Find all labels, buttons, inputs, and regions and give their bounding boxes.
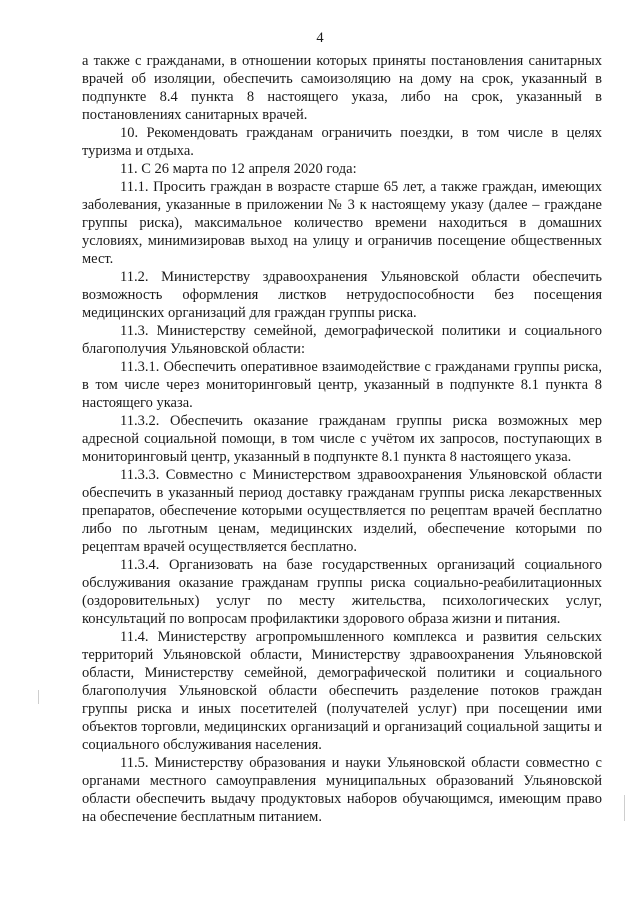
- paragraph-11-3-3: 11.3.3. Совместно с Министерством здравоохранения Ульяновской области обеспечить в указанный период доставку гражданам группы риска лекарственных препаратов, обеспечение которыми осуществляется по рецептам врачей бесплатно либо по льготным ценам, медицинских изделий, обеспечение которыми по рецептам врачей осуществляется бесплатно.: [82, 467, 602, 555]
- paragraph-11-3-4: 11.3.4. Организовать на базе государственных организаций социального обслуживания оказание гражданам группы риска социально-реабилитационных (оздоровительных) услуг по месту жительства, психологических услуг, консультаций по вопросам профилактики здорового образа жизни и питания.: [82, 557, 602, 627]
- paragraph-11-3-1: 11.3.1. Обеспечить оперативное взаимодействие с гражданами группы риска, в том числе через мониторинговый центр, указанный в подпункте 8.1 пункта 8 настоящего указа.: [82, 359, 602, 411]
- paragraph-11-5: 11.5. Министерству образования и науки Ульяновской области совместно с органами местного самоуправления муниципальных образований Ульяновской области обеспечить выдачу продуктовых наборов обучающимся, имеющим право на обеспечение бесплатным питанием.: [82, 755, 602, 825]
- scan-artifact-right: [624, 795, 625, 821]
- paragraph-11-3: 11.3. Министерству семейной, демографической политики и социального благополучия Ульяновской области:: [82, 323, 602, 357]
- page-number: 4: [316, 30, 324, 46]
- paragraph-continuation: а также с гражданами, в отношении которых приняты постановления санитарных врачей об изоляции, обеспечить самоизоляцию на дому на срок, указанный в подпункте 8.4 пункта 8 настоящего указа, либо на срок, указанный в постановлениях санитарных врачей.: [82, 53, 602, 123]
- scan-artifact-left: [38, 690, 39, 704]
- paragraph-11-2: 11.2. Министерству здравоохранения Ульяновской области обеспечить возможность оформления листков нетрудоспособности без посещения медицинских организаций для граждан группы риска.: [82, 269, 602, 321]
- paragraph-11-3-2: 11.3.2. Обеспечить оказание гражданам группы риска возможных мер адресной социальной помощи, в том числе с учётом их запросов, поступающих в мониторинговый центр, указанный в подпункте 8.1 пункта 8 настоящего указа.: [82, 413, 602, 465]
- paragraph-11-1: 11.1. Просить граждан в возрасте старше 65 лет, а также граждан, имеющих заболевания, указанные в приложении № 3 к настоящему указу (далее – граждане группы риска), максимальное количество времени находиться в домашних условиях, минимизировав выход на улицу и ограничив посещение общественных мест.: [82, 179, 602, 267]
- paragraph-10: 10. Рекомендовать гражданам ограничить поездки, в том числе в целях туризма и отдыха.: [82, 125, 602, 159]
- paragraph-11-4: 11.4. Министерству агропромышленного комплекса и развития сельских территорий Ульяновской области, Министерству здравоохранения Ульяновской области, Министерству семейной, демографической политики и социального благополучия Ульяновской области обеспечить разделение потоков граждан группы риска и иных посетителей (получателей услуг) при посещении ими объектов торговли, медицинских организаций и организаций социальной защиты и социального обслуживания населения.: [82, 629, 602, 753]
- paragraph-11: 11. С 26 марта по 12 апреля 2020 года:: [120, 161, 357, 177]
- document-body: [82, 52, 602, 826]
